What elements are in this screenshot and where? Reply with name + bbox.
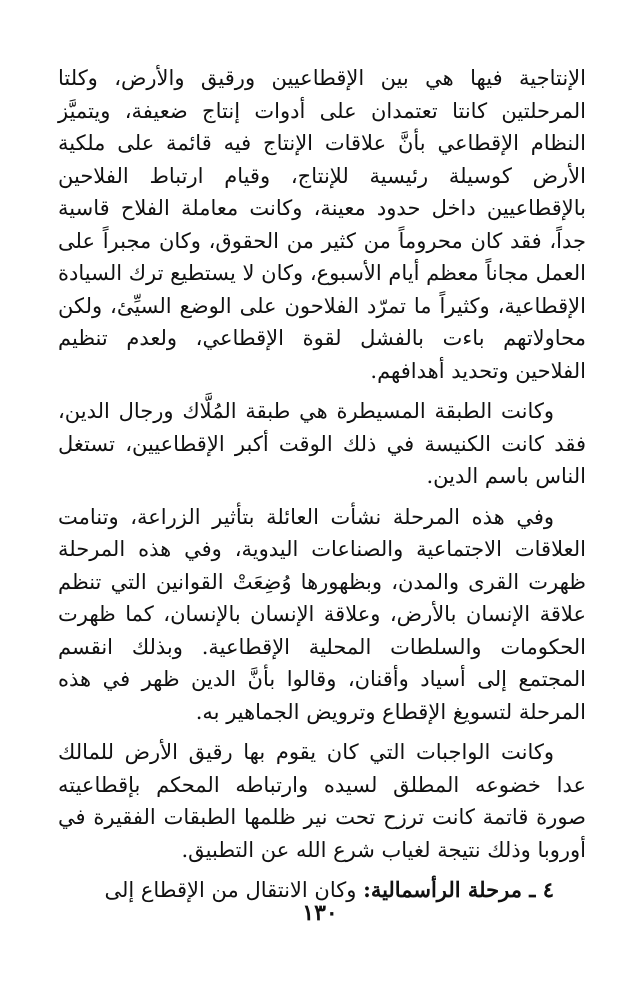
paragraph-family-and-towns: وفي هذه المرحلة نشأت العائلة بتأثير الزراعة، وتنامت العلاقات الاجتماعية والصناعات اليدوية، وفي هذه المرحلة ظهرت القرى والمدن، وبظهورها وُضِعَتْ القوانين التي تنظم علاقة الإنسان بالأرض، وعلاقة الإنسان بالإنسان، كما ظهرت الحكومات والسلطات المحلية الإقطاعية. وبذلك انقسم المجتمع إلى أسياد وأقنان، وقالوا بأنَّ الدين ظهر في هذه المرحلة لتسويغ الإقطاع وترويض الجماهير به. xyxy=(58,504,586,724)
paragraph-ruling-class: وكانت الطبقة المسيطرة هي طبقة المُلَّاك ورجال الدين، فقد كانت الكنيسة في ذلك الوقت أكبر الإقطاعيين، تستغل الناس باسم الدين. xyxy=(58,399,586,488)
page-number: ١٣٠ xyxy=(302,900,338,926)
section-heading: ٤ ـ مرحلة الرأسمالية: xyxy=(363,877,554,902)
section-text: وكان الانتقال من الإقطاع إلى xyxy=(104,878,357,902)
paragraph-serf-duties: وكانت الواجبات التي كان يقوم بها رقيق الأرض للمالك عدا خضوعه المطلق لسيده وارتباطه المحكم بإقطاعيته صورة قاتمة كانت ترزح تحت نير ظلمها الطبقات الفقيرة في أوروبا وذلك نتيجة لغياب شرع الله عن التطبيق. xyxy=(58,740,586,862)
paragraph-continuation: الإنتاجية فيها هي بين الإقطاعيين ورقيق والأرض، وكلتا المرحلتين كانتا تعتمدان على أدوات إنتاج ضعيفة، ويتميَّز النظام الإقطاعي بأنَّ علاقات الإنتاج فيه قائمة على ملكية الأرض كوسيلة رئيسية للإنتاج، وقيام ارتباط الفلاحين بالإقطاعيين داخل حدود معينة، وكانت معاملة الفلاح قاسية جداً، فقد كان محروماً من كثير من الحقوق، وكان مجبراً على العمل مجاناً معظم أيام الأسبوع، وكان لا يستطيع ترك السيادة الإقطاعية، وكثيراً ما تمرّد الفلاحون على الوضع السيِّئ، ولكن محاولاتهم باءت بالفشل لقوة الإقطاعي، ولعدم تنظيم الفلاحين وتحديد أهدافهم. xyxy=(58,66,586,383)
body-text xyxy=(58,62,586,907)
